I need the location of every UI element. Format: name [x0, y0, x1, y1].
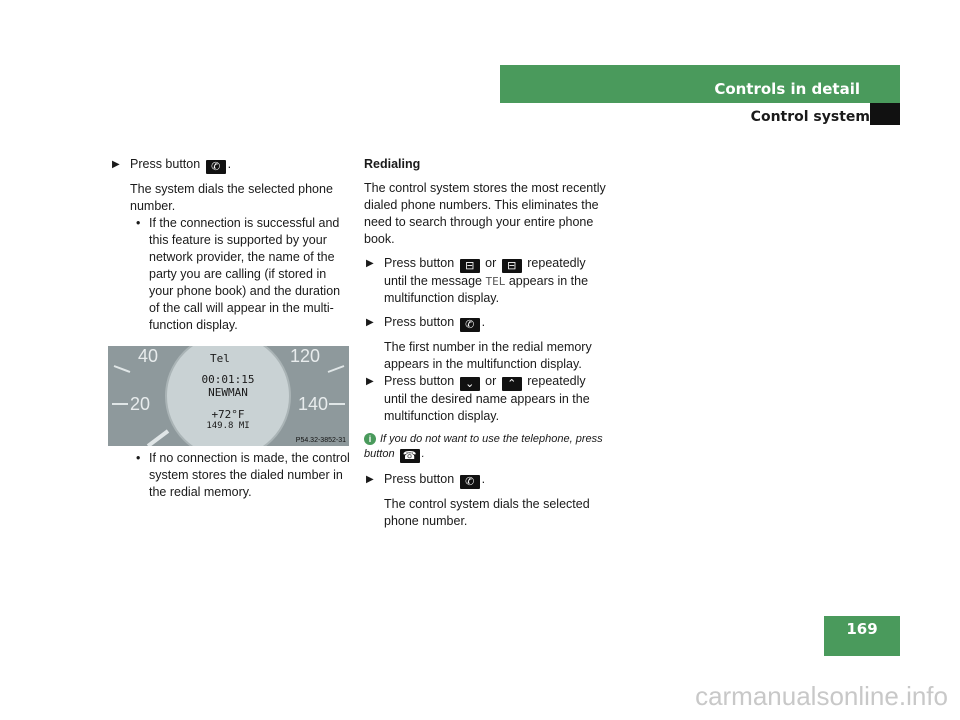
step-scroll-names: [364, 373, 606, 425]
step-arrow-icon: ▶: [112, 159, 120, 170]
bullet-item: [110, 450, 350, 501]
bullet-text: If the connection is successful and this feature is supported by your network provider, the name of the party you are calling (if stored in your phone book) and the duration of the call will appear in the multi-function display.: [149, 216, 341, 332]
bullet-dot: •: [136, 451, 141, 465]
step-text: repeatedly until the message: [384, 256, 586, 288]
intro-text: The control system stores the most recently dialed phone numbers. This eliminates the need to search through your entire phone book.: [364, 181, 606, 246]
note-suffix: .: [421, 448, 425, 460]
instrument-display-figure: [108, 346, 349, 446]
header-marker: [870, 103, 900, 125]
bullet-text: If no connection is made, the control system stores the dialed number in the redial memory.: [149, 451, 350, 499]
speed-label: 20: [130, 394, 151, 414]
odometer: 149.8 MI: [206, 421, 250, 431]
step-select-tel: [364, 255, 606, 307]
phone-send-icon: ✆: [206, 160, 226, 174]
multifunction-display: [188, 352, 268, 431]
info-icon: i: [364, 433, 376, 445]
step-result: The system dials the selected phone number.: [130, 182, 333, 213]
display-mode: Tel: [210, 352, 230, 365]
page-number: 169: [824, 616, 900, 656]
step-result: The first number in the redial memory appears in the multifunction display.: [384, 340, 592, 371]
step-arrow-icon: ▶: [366, 258, 374, 269]
arrow-up-icon: ⌃: [502, 377, 522, 391]
step-text: repeatedly until the desired name appears in the multifunction display.: [384, 374, 590, 423]
speed-label: 120: [290, 346, 321, 366]
bullet-dot: •: [136, 216, 141, 230]
right-column: [364, 156, 606, 530]
step-text: appears in the multifunction display.: [384, 274, 589, 305]
caller-name: NEWMAN: [208, 386, 248, 399]
page-right-icon: ⊟: [502, 259, 522, 273]
left-column-cont: [110, 450, 350, 508]
left-column: [110, 156, 350, 341]
step-arrow-icon: ▶: [366, 317, 374, 328]
watermark: carmanualsonline.info: [695, 681, 948, 711]
arrow-down-icon: ⌄: [460, 377, 480, 391]
step-text: Press button: [384, 374, 455, 388]
call-duration: 00:01:15: [201, 373, 255, 386]
step-press-send: [110, 156, 350, 174]
bullet-item: [110, 215, 350, 334]
phone-send-icon: ✆: [460, 475, 480, 489]
header-bar: [500, 65, 900, 103]
step-press-send: ▶ Press button ✆ .: [366, 315, 486, 331]
display-message: TEL: [485, 275, 506, 288]
info-note: [364, 432, 606, 463]
step-text: Press button: [384, 256, 455, 270]
step-text: Press button: [384, 315, 455, 329]
step-text: Press button: [130, 157, 201, 171]
section-heading: Redialing: [364, 157, 421, 171]
step-text: Press button: [384, 472, 455, 486]
step-dial: ▶ Press button ✆ .: [366, 472, 486, 488]
page-left-icon: ⊟: [460, 259, 480, 273]
step-result: The control system dials the selected phone number.: [384, 497, 590, 528]
speed-label: 140: [298, 394, 329, 414]
figure-code: P54.32-3852-31: [295, 437, 346, 444]
subsection-title: Control system: [750, 109, 870, 125]
step-or: or: [485, 256, 497, 270]
step-suffix: .: [227, 157, 232, 171]
note-text: If you do not want to use the telephone, press button: [364, 433, 603, 460]
step-arrow-icon: ▶: [366, 474, 374, 485]
phone-end-icon: ☎: [400, 449, 420, 463]
step-arrow-icon: ▶: [366, 376, 374, 387]
step-or: or: [485, 374, 497, 388]
phone-send-icon: ✆: [460, 318, 480, 332]
temperature: +72°F: [211, 408, 245, 421]
speed-label: 40: [138, 346, 159, 366]
section-title: Controls in detail: [714, 80, 860, 98]
